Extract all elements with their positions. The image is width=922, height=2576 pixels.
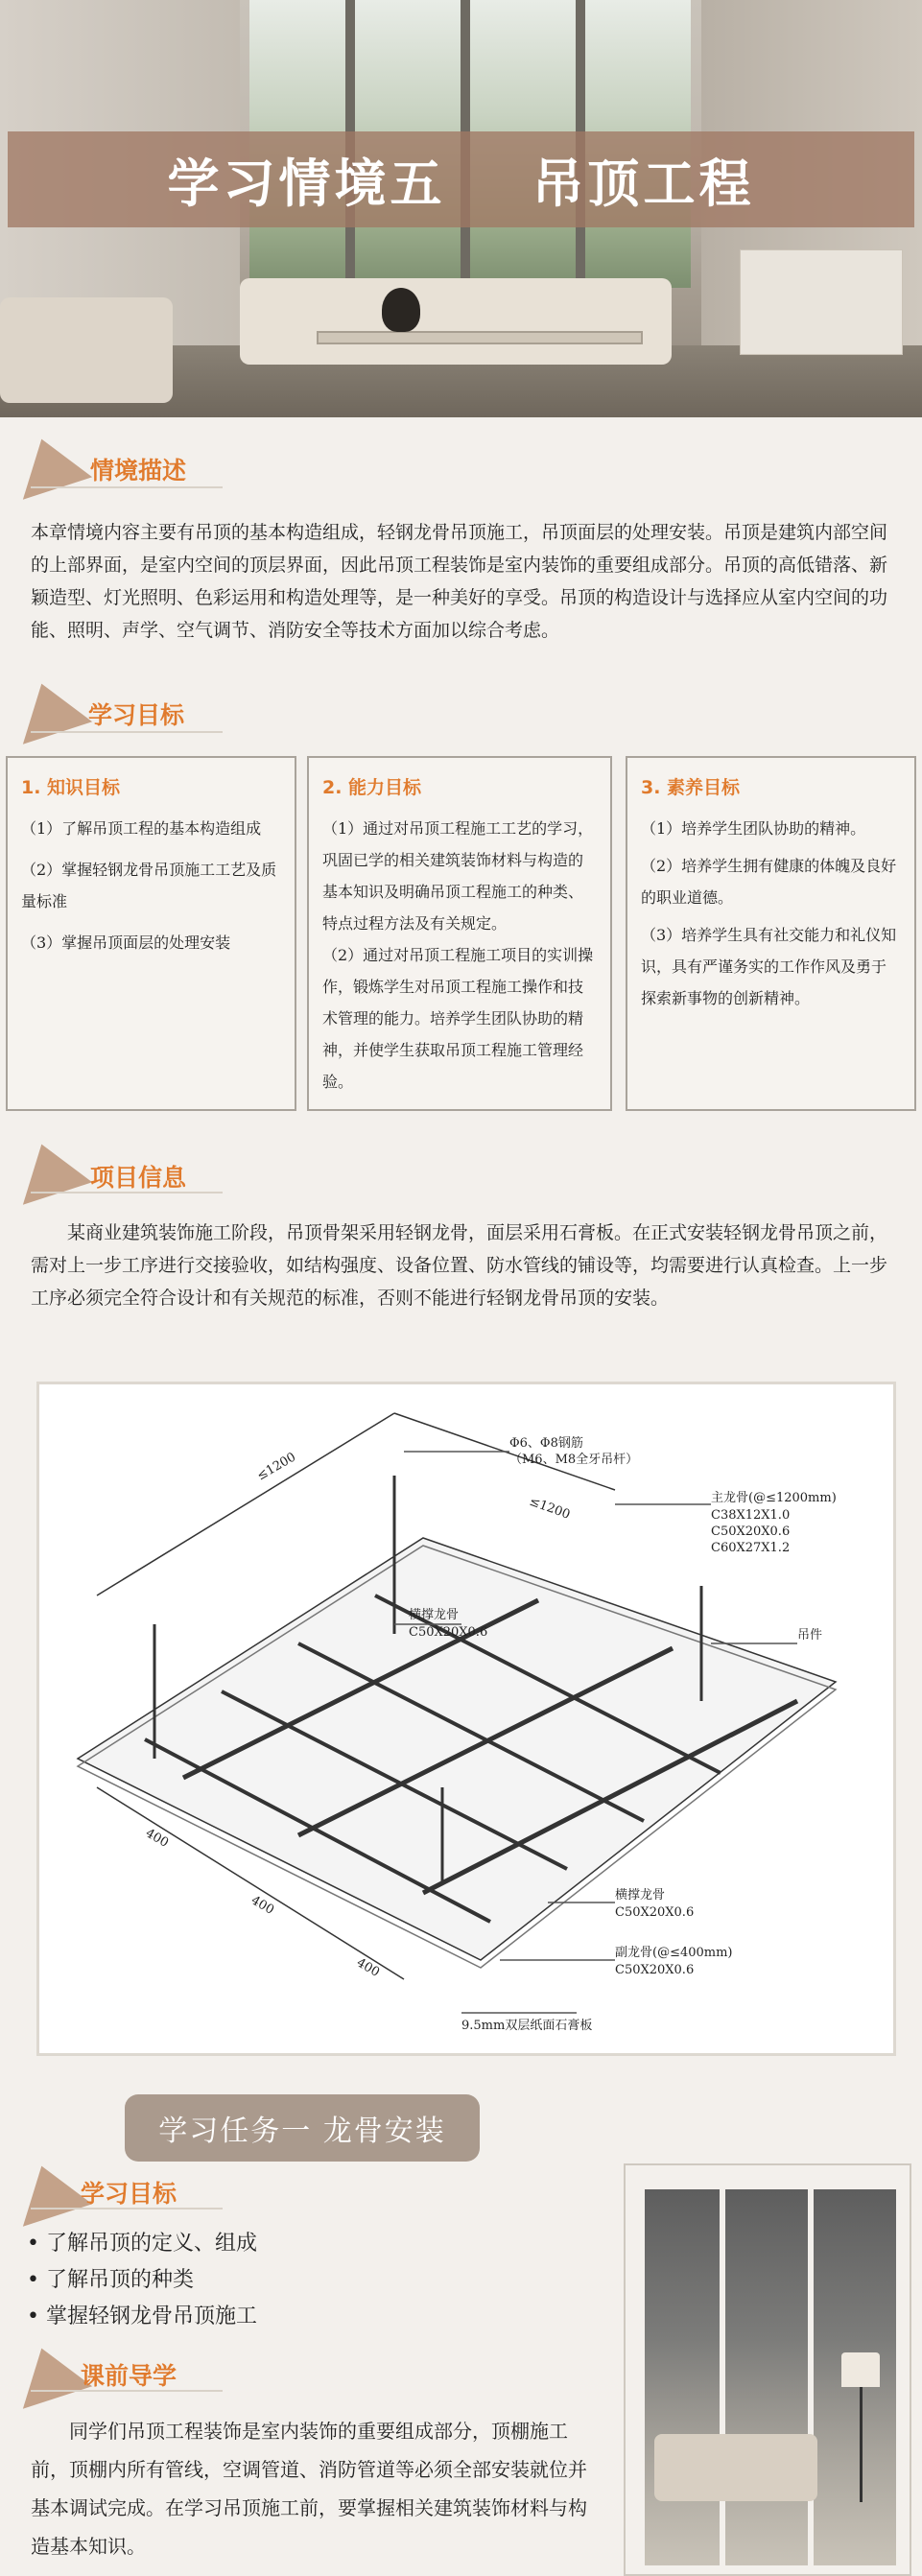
interior-photo-frame [624, 2163, 911, 2576]
goal-box-ability [307, 756, 612, 1111]
section-rule [31, 2208, 223, 2210]
cross-brace-label: 横撑龙骨 [409, 1608, 460, 1622]
triangle-decoration [7, 428, 92, 500]
list-item: • 掌握轻钢龙骨吊顶施工 [27, 2299, 583, 2335]
goal-item: （1）通过对吊顶工程施工工艺的学习，巩固已学的相关建筑装饰材料与构造的基本知识及明确吊顶工程施工的种类、特点过程方法及有关规定。 [322, 819, 594, 933]
triangle-decoration [7, 673, 92, 744]
gypsum-board-outline [78, 1538, 836, 1960]
goal-item: （2）培养学生拥有健康的体魄及良好的职业道德。 [641, 857, 897, 907]
main-keel-label: 主龙骨(@≤1200mm) [711, 1491, 837, 1505]
section-header-preview [21, 2346, 309, 2403]
photo-divider [808, 2189, 814, 2565]
dim-label: ≤1200 [527, 1494, 573, 1523]
dim-label: ≤1200 [254, 1450, 299, 1484]
cross-brace-spec: C50X20X0.6 [409, 1625, 488, 1640]
title-band [8, 131, 914, 227]
goal-item: （3）培养学生具有社交能力和礼仪知识，具有严谨务实的工作作风及勇于探索新事物的创新精神。 [641, 926, 897, 1007]
sub-keel-label: 副龙骨(@≤400mm) [615, 1946, 733, 1960]
page-title-part2: 吊顶工程 [532, 152, 755, 214]
cross-keel-spec: C50X20X0.6 [615, 1905, 695, 1920]
photo-divider [720, 2189, 725, 2565]
preview-text: 同学们吊顶工程装饰是室内装饰的重要组成部分，顶棚施工前，顶棚内所有管线，空调管道、消防管道等必须全部安装就位并基本调试完成。在学习吊顶施工前，要掌握相关建筑装饰材料与构造基本知识。 [31, 2420, 587, 2558]
main-keel-spec: C38X12X1.0 [711, 1508, 791, 1523]
dimension-line [97, 1413, 394, 1595]
goal-title: 3. 素养目标 [641, 777, 741, 798]
photo-couch [654, 2434, 817, 2501]
ceiling-keel-diagram [36, 1382, 896, 2056]
goal-item: （3）掌握吊顶面层的处理安装 [21, 934, 231, 952]
hero-sofa [240, 278, 672, 365]
task-goal-list [27, 2226, 583, 2335]
triangle-decoration [7, 1133, 92, 1205]
task-pill: 学习任务一 龙骨安装 [125, 2094, 480, 2162]
photo-lamp [841, 2352, 880, 2387]
situation-text: 本章情境内容主要有吊顶的基本构造组成，轻钢龙骨吊顶施工，吊顶面层的处理安装。吊顶是建筑内部空间的上部界面，是室内空间的顶层界面，因此吊顶工程装饰是室内装饰的重要组成部分。吊顶的高低错落、新颖造型、灯光照明、色彩运用和构造处理等，是一种美好的享受。吊顶的构造设计与选择应从室内空间的功能、照明、声学、空气调节、消防安全等技术方面加以综合考虑。 [31, 522, 888, 641]
project-text: 某商业建筑装饰施工阶段，吊顶骨架采用轻钢龙骨，面层采用石膏板。在正式安装轻钢龙骨吊顶之前，需对上一步工序进行交接验收，如结构强度、设备位置、防水管线的铺设等，均需要进行认真检查。上一步工序必须完全符合设计和有关规范的标准，否则不能进行轻钢龙骨吊顶的安装。 [31, 1222, 888, 1309]
dim-label: 400 [248, 1893, 277, 1918]
hero-vase [382, 288, 420, 332]
hero-armchair [0, 297, 173, 403]
interior-photo [645, 2189, 896, 2565]
goal-item: （2）掌握轻钢龙骨吊顶施工工艺及质量标准 [21, 861, 277, 910]
page-title-part1: 学习情境五 [167, 152, 446, 214]
section-rule [31, 2390, 223, 2392]
goal-item: （2）通过对吊顶工程施工项目的实训操作，锻炼学生对吊顶工程施工操作和技术管理的能力。培养学生团队协助的精神，并使学生获取吊顶工程施工管理经验。 [322, 946, 594, 1091]
main-keel-spec: C50X20X0.6 [711, 1524, 791, 1539]
dim-label: 400 [143, 1826, 172, 1851]
rod-sub-label: （M6、M8全牙吊杆） [509, 1453, 639, 1467]
triangle-decoration [7, 2155, 92, 2227]
section-header-task-goals [21, 2163, 309, 2221]
sub-keel-spec: C50X20X0.6 [615, 1963, 695, 1977]
goal-box-quality [626, 756, 916, 1111]
goal-title: 1. 知识目标 [21, 777, 121, 798]
triangle-decoration [7, 2337, 92, 2409]
section-rule [31, 731, 223, 733]
hero-coffee-table [317, 331, 643, 344]
goal-item: （1）培养学生团队协助的精神。 [641, 819, 866, 838]
section-header-situation [21, 437, 309, 494]
list-item: • 了解吊顶的定义、组成 [27, 2226, 583, 2262]
section-heading: 项目信息 [90, 1164, 187, 1192]
section-heading: 学习目标 [81, 2180, 177, 2208]
keel-diagram-svg [39, 1384, 893, 2053]
main-keel-spec: C60X27X1.2 [711, 1541, 791, 1555]
hero-cabinet [740, 249, 903, 355]
board-label: 9.5mm双层纸面石膏板 [461, 2019, 593, 2033]
goal-item: （1）了解吊顶工程的基本构造组成 [21, 819, 262, 838]
section-header-project [21, 1142, 309, 1199]
list-item: • 了解吊顶的种类 [27, 2262, 583, 2299]
section-heading: 学习目标 [88, 701, 185, 729]
section-rule [31, 486, 223, 488]
goal-title: 2. 能力目标 [322, 777, 422, 798]
photo-lamp-stem [860, 2387, 863, 2502]
hanger-label: 吊件 [797, 1628, 823, 1642]
section-rule [31, 1192, 223, 1193]
section-heading: 课前导学 [81, 2362, 177, 2390]
cross-keel-label: 横撑龙骨 [615, 1888, 666, 1902]
rod-label: Φ6、Φ8钢筋 [509, 1436, 583, 1451]
dim-label: 400 [354, 1955, 383, 1980]
section-heading: 情境描述 [90, 457, 187, 484]
hero-banner [0, 0, 922, 417]
section-header-goals [21, 681, 309, 739]
goal-box-knowledge [6, 756, 296, 1111]
